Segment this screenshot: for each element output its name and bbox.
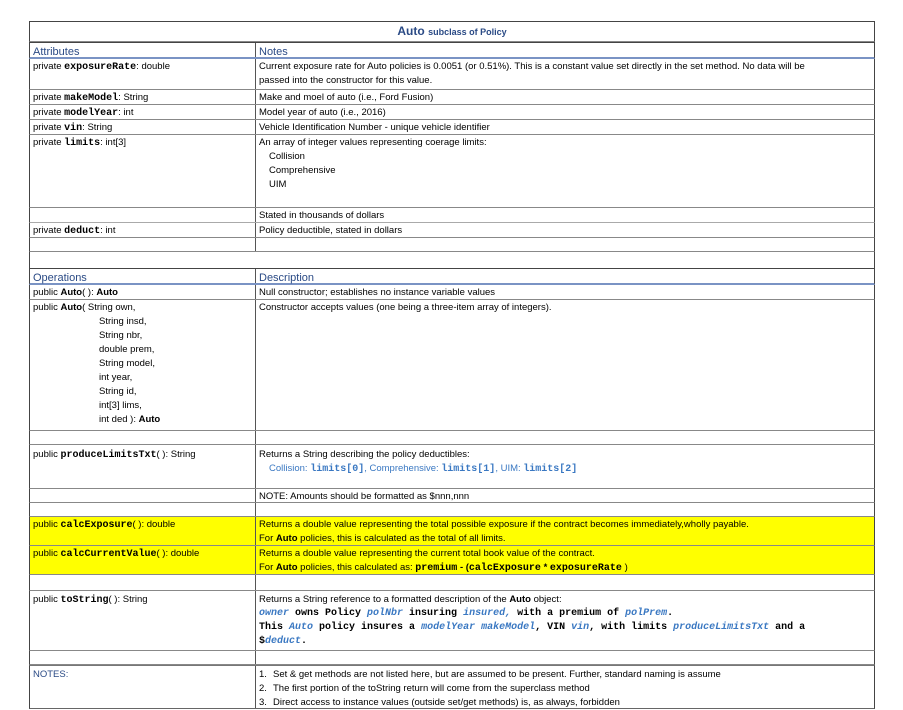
operation-signature: public produceLimitsTxt( ): String xyxy=(30,445,256,488)
operation-description: Null constructor; establishes no instance variable values xyxy=(259,287,496,298)
constructor-param: String nbr, xyxy=(99,330,143,341)
constructor-param: int year, xyxy=(99,372,133,383)
operation-description: Constructor accepts values (one being a three-item array of integers). xyxy=(259,302,552,313)
spacer-row xyxy=(29,252,875,268)
attribute-row xyxy=(29,59,875,90)
operation-row xyxy=(29,591,875,651)
attribute-note: Model year of auto (i.e., 2016) xyxy=(259,107,386,118)
attribute-signature: private modelYear: int xyxy=(30,105,256,119)
attribute-signature: private vin: String xyxy=(30,120,256,134)
tostring-variable: polPrem xyxy=(625,608,668,619)
operation-signature: public calcExposure( ): double xyxy=(30,517,256,545)
tostring-literal: with a premium of xyxy=(511,608,626,619)
constructor-param: String id, xyxy=(99,386,137,397)
notes-label: NOTES: xyxy=(30,666,256,708)
tostring-variable: Auto xyxy=(289,622,314,633)
attribute-note: Policy deductible, stated in dollars xyxy=(259,225,403,236)
attribute-row-continued xyxy=(29,208,875,223)
operations-heading: Operations xyxy=(30,269,256,283)
attribute-signature: private limits: int[3] xyxy=(30,135,256,207)
tostring-format-line xyxy=(259,607,871,621)
note-item: 3. Direct access to instance values (outside set/get methods) is, as always, forbidden xyxy=(259,697,620,708)
constructor-param: String model, xyxy=(99,358,155,369)
class-name: Auto xyxy=(397,24,425,38)
attribute-row xyxy=(29,105,875,120)
tostring-literal: . xyxy=(667,608,674,619)
class-subtitle: subclass of Policy xyxy=(428,27,507,37)
constructor-param: double prem, xyxy=(99,344,155,355)
tostring-variable: vin xyxy=(571,622,590,633)
operation-signature: public Auto( ): Auto xyxy=(30,285,256,299)
notes-heading: Notes xyxy=(259,46,288,58)
tostring-literal: . xyxy=(301,636,308,647)
limit-item: Collision xyxy=(269,151,305,162)
attribute-signature: private makeModel: String xyxy=(30,90,256,104)
operation-row xyxy=(29,300,875,431)
limit-item: Comprehensive xyxy=(269,165,336,176)
attribute-row xyxy=(29,135,875,208)
attribute-row xyxy=(29,120,875,135)
tostring-variable: polNbr xyxy=(367,608,404,619)
operation-signature: public Auto( String own, String insd, String nbr, double prem, String model, int year, String id, int[3] lims, int ded ): Auto xyxy=(30,300,256,430)
formatting-note: NOTE: Amounts should be formatted as $nnn,nnn xyxy=(259,491,470,502)
operation-signature: public calcCurrentValue( ): double xyxy=(30,546,256,574)
tostring-literal: and a xyxy=(769,622,806,633)
spacer-row xyxy=(29,431,875,445)
tostring-literal: , with limits xyxy=(589,622,674,633)
limit-item: UIM xyxy=(269,179,287,190)
operation-description: Returns a String describing the policy deductibles: Collision: limits[0], Comprehensive: limits[1], UIM: limits[2] xyxy=(259,449,578,475)
class-spec-sheet xyxy=(29,21,875,709)
tostring-literal: insuring xyxy=(403,608,464,619)
tostring-literal: This xyxy=(259,622,290,633)
notes-row xyxy=(29,665,875,709)
spacer-row xyxy=(29,238,875,252)
attribute-signature: private deduct: int xyxy=(30,223,256,237)
operation-row-highlighted xyxy=(29,546,875,575)
attribute-note: Current exposure rate for Auto policies is 0.0051 (or 0.51%). This is a constant value set directly in the set method. No data will be passed into the constructor for this value. xyxy=(259,61,805,86)
operation-signature: public toString( ): String xyxy=(30,591,256,650)
constructor-param: String insd, xyxy=(99,316,147,327)
attributes-heading: Attributes xyxy=(30,43,256,57)
attribute-note: Stated in thousands of dollars xyxy=(259,210,385,221)
operation-description: Returns a String reference to a formatted description of the Auto object: owner owns Policy polNbr insuring insured, with a premium of polPrem. This Auto policy insures a modelYear makeModel, VIN vin, with limits produceLimitsTxt and a $deduct. xyxy=(256,591,874,650)
note-item: 1. Set & get methods are not listed here, but are assumed to be present. Further, standard naming is assume xyxy=(259,669,721,680)
attribute-row xyxy=(29,223,875,238)
tostring-literal: owns Policy xyxy=(289,608,368,619)
sheet-title xyxy=(30,22,874,42)
tostring-variable: modelYear makeModel xyxy=(421,622,536,633)
tostring-format-line xyxy=(259,621,871,635)
attribute-note: Make and moel of auto (i.e., Ford Fusion) xyxy=(259,92,434,103)
tostring-literal: policy insures a xyxy=(313,622,422,633)
attribute-note: An array of integer values representing coerage limits: Collision Comprehensive UIM xyxy=(256,135,874,207)
tostring-variable: insured, xyxy=(463,608,512,619)
description-heading: Description xyxy=(259,272,315,284)
operation-row xyxy=(29,285,875,300)
note-item: 2. The first portion of the toString return will come from the superclass method xyxy=(259,683,590,694)
tostring-variable: produceLimitsTxt xyxy=(673,622,770,633)
title-row xyxy=(29,21,875,42)
attribute-row xyxy=(29,90,875,105)
operation-description: Returns a double value representing the current total book value of the contract. For Auto policies, this calculated as: premium - (calcExposure * exposureRate ) xyxy=(259,548,628,574)
operation-note-row xyxy=(29,489,875,503)
tostring-literal: $ xyxy=(259,636,266,647)
spacer-row xyxy=(29,503,875,517)
operation-description: Returns a double value representing the total possible exposure if the contract becomes immediately,wholly payable. For Auto policies, this is calculated as the total of all limits. xyxy=(259,519,749,544)
operations-header-row xyxy=(29,268,875,285)
operation-row xyxy=(29,445,875,489)
notes-list xyxy=(256,666,874,708)
operation-row-highlighted xyxy=(29,517,875,546)
tostring-format-line xyxy=(259,635,871,649)
attributes-header-row xyxy=(29,42,875,59)
constructor-param: int[3] lims, xyxy=(99,400,142,411)
spacer-row xyxy=(29,651,875,665)
spacer-row xyxy=(29,575,875,591)
attribute-note: Vehicle Identification Number - unique vehicle identifier xyxy=(259,122,490,133)
tostring-literal: , VIN xyxy=(535,622,572,633)
attribute-signature: private exposureRate: double xyxy=(30,59,256,89)
tostring-variable: owner xyxy=(259,608,290,619)
tostring-variable: deduct xyxy=(265,636,302,647)
